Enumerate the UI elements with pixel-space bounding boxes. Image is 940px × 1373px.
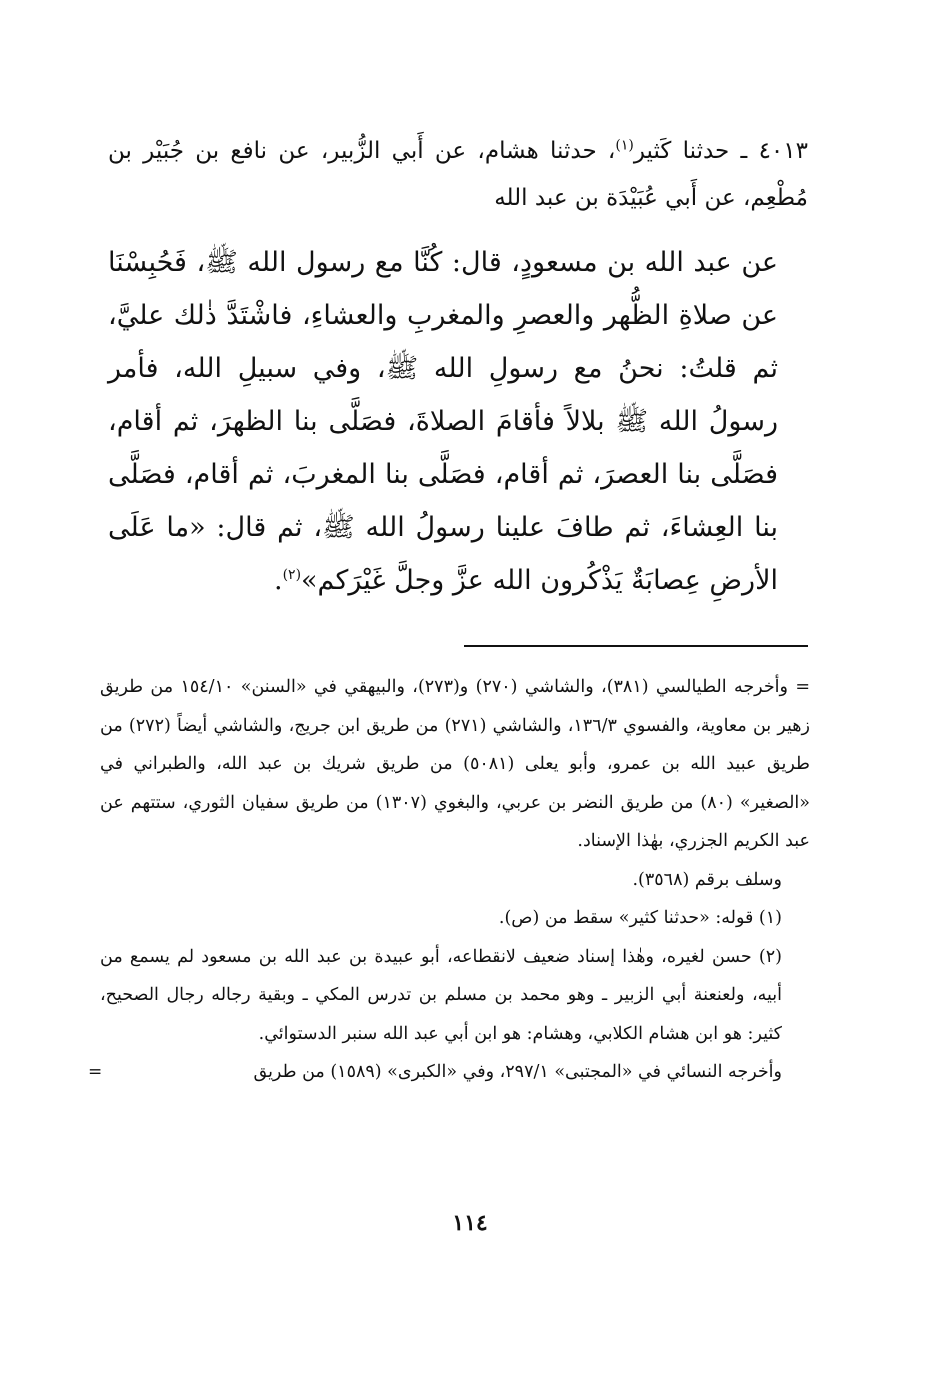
main-text bbox=[108, 128, 808, 607]
hadith-matn bbox=[108, 236, 808, 607]
footnote-1: (١) قوله: «حدثنا كثير» سقط من (ص). bbox=[498, 908, 782, 928]
continuation-mark: = bbox=[88, 1062, 103, 1082]
isnad-text-part2: ، حدثنا هشام، عن أَبي الزُّبير، عن نافع بن جُبَيْر بن مُطْعِم، عن أَبي عُبَيْدَة بن عبد الله bbox=[108, 138, 808, 211]
matn-text: عن عبد الله بن مسعودٍ، قال: كُنَّا مع رسول الله ﷺ، فَحُبِسْنَا عن صلاةِ الظُّهر والعصرِ والمغربِ والعشاءِ، فاشْتَدَّ ذٰلك عليَّ، ثم قلتُ: نحنُ مع رسولِ الله ﷺ، وفي سبيلِ الله، فأمر رسولُ الله ﷺ بلالاً فأقامَ الصلاةَ، فصَلَّى بنا الظهرَ، ثم أقام، فصَلَّى بنا العصرَ، ثم أقام، فصَلَّى بنا المغربَ، ثم أقام، فصَلَّى بنا العِشاءَ، ثم طافَ علينا رسولُ الله ﷺ، ثم قال: «ما عَلَى الأرضِ عِصابَةٌ يَذْكُرون الله عزَّ وجلَّ غَيْرَكم» bbox=[108, 247, 778, 596]
footnote-ref-2: (٢) bbox=[282, 567, 302, 583]
footnote-divider bbox=[464, 645, 808, 647]
matn-end: . bbox=[273, 565, 283, 596]
footnote-ref-1: (١) bbox=[615, 137, 634, 154]
page-number: ١١٤ bbox=[452, 1210, 488, 1236]
isnad-text-part1: حدثنا كَثير bbox=[633, 138, 730, 164]
footnote-2: (٢) حسن لغيره، وهٰذا إسناد ضعيف لانقطاعه، أبو عبيدة بن عبد الله بن مسعود لم يسمع من أبيه، ولعنعنة أبي الزبير ـ وهو محمد بن مسلم بن تدرس المكي ـ وبقية رجاله رجال الصحيح، كثير: هو ابن هشام الكلابي، وهشام: هو ابن أبي عبد الله سنبر الدستوائي. bbox=[100, 946, 782, 1044]
footnote-carryover: = وأخرجه الطيالسي (٣٨١)، والشاشي (٢٧٠) و(٢٧٣)، والبيهقي في «السنن» ١٥٤/١٠ من طريق زهير بن معاوية، والفسوي ١٣٦/٣، والشاشي (٢٧١) من طريق ابن جريج، والشاشي أيضاً (٢٧٢) من طريق عبيد الله بن عمرو، وأبو يعلى (٥٠٨١) من طريق شريك بن عبد الله، والطبراني في «الصغير» (٨٠) من طريق النضر بن عربي، والبغوي (١٣٠٧) من طريق سفيان الثوري، ستتهم عن عبد الكريم الجزري، بهٰذا الإسناد. bbox=[100, 677, 810, 851]
footnote-2-continued-text: وأخرجه النسائي في «المجتبى» ٢٩٧/١، وفي «الكبرى» (١٥٨٩) من طريق bbox=[253, 1062, 782, 1082]
footnotes bbox=[88, 668, 810, 1092]
hadith-isnad bbox=[108, 128, 808, 222]
footnote-carryover-see-also: وسلف برقم (٣٥٦٨). bbox=[632, 869, 782, 890]
hadith-number: ٤٠١٣ ـ bbox=[740, 138, 808, 164]
footnote-2-continued bbox=[88, 1053, 810, 1092]
